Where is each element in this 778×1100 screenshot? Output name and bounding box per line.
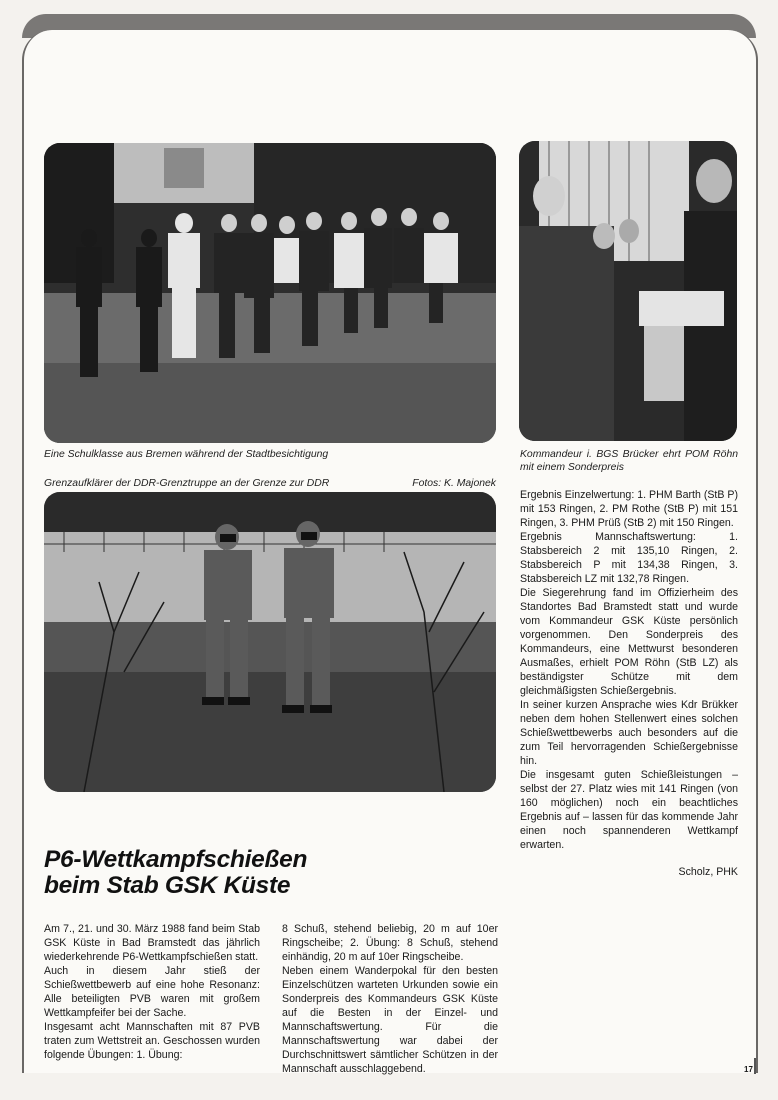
paragraph: Am 7., 21. und 30. März 1988 fand beim Stab GSK Küste in Bad Bramstedt das jährlich wiederkehrende P6-Wettkampfschießen statt.: [44, 923, 260, 963]
caption-commander-award: Kommandeur i. BGS Brücker ehrt POM Röhn mit einem Sonderpreis: [520, 449, 738, 473]
caption-photo-credit: Fotos: K. Majonek: [412, 478, 496, 489]
paragraph: Die Siegerehrung fand im Offizierheim des Standortes Bad Bramstedt statt und wurde vom Kommandeur GSK Küste persönlich vorgenommen. Den Sonderpreis des Kommandeurs, eine Mettwurst besonderen Ausmaßes, erhielt POM Röhn (StB LZ) als beständigster Schütze mit dem gleichmäßigsten Schießergebnis.: [520, 587, 738, 697]
paragraph: In seiner kurzen Ansprache wies Kdr Brükker neben dem hohen Stellenwert eines solchen Schießwettbewerbs auch besonders auf die zum Teil hervorragenden Schießergebnisse hin.: [520, 699, 738, 767]
author-signature: Scholz, PHK: [678, 866, 738, 878]
paragraph: Ergebnis Mannschaftswertung: 1. Stabsbereich 2 mit 135,10 Ringen, 2. Stabsbereich P mit 134,38 Ringen, 3. Stabsbereich LZ mit 132,78 Ringen.: [520, 531, 738, 585]
photo-border-scouts: [44, 492, 496, 792]
paragraph: Insgesamt acht Mannschaften mit 87 PVB traten zum Wettstreit an. Geschossen wurden folgende Übungen: 1. Übung:: [44, 1021, 260, 1061]
photo-commander-award: [519, 141, 737, 441]
paragraph: Die insgesamt guten Schießleistungen – selbst der 27. Platz wies mit 141 Ringen (von 160 möglichen) noch ein beachtliches Ergebnis auf – lassen für das kommende Jahr einen noch spannenderen Wettkampf erwarten.: [520, 769, 738, 851]
paragraph: Ergebnis Einzelwertung: 1. PHM Barth (StB P) mit 153 Ringen, 2. PM Rothe (StB P) mit 151 Ringen, 3. PHM Prüß (StB 2) mit 150 Ringen.: [520, 489, 738, 529]
headline-line-2: beim Stab GSK Küste: [44, 872, 291, 899]
article-column-2: [282, 922, 498, 1076]
page-edge-line: [754, 1058, 756, 1074]
article-headline: [44, 847, 374, 899]
headline-line-1: P6-Wettkampfschießen: [44, 846, 308, 873]
paragraph: 8 Schuß, stehend beliebig, 20 m auf 10er Ringscheibe; 2. Übung: 8 Schuß, stehend einhändig, 20 m auf 10er Ringscheibe.: [282, 923, 498, 963]
paragraph: Neben einem Wanderpokal für den besten Einzelschützen warteten Urkunden sowie ein Sonderpreis des Kommandeurs GSK Küste auf die Besten in der Einzel- und Mannschaftswertung. Für die Mannschaftswertung war dabei der Durchschnittswert sämtlicher Schützen in der Mannschaft ausschlaggebend.: [282, 965, 498, 1075]
article-column-1: [44, 922, 260, 1062]
caption-school-class: Eine Schulklasse aus Bremen während der Stadtbesichtigung: [44, 449, 329, 460]
photo-school-class: [44, 143, 496, 443]
page-number: 17: [744, 1065, 753, 1074]
paragraph: Auch in diesem Jahr stieß der Schießwettbewerb auf eine hohe Resonanz: Alle beteiligten PVB waren mit großem Wettkampfeifer bei der Sache.: [44, 965, 260, 1019]
caption-border-scouts: Grenzaufklärer der DDR-Grenztruppe an der Grenze zur DDR: [44, 478, 330, 489]
article-column-3: [520, 488, 738, 852]
